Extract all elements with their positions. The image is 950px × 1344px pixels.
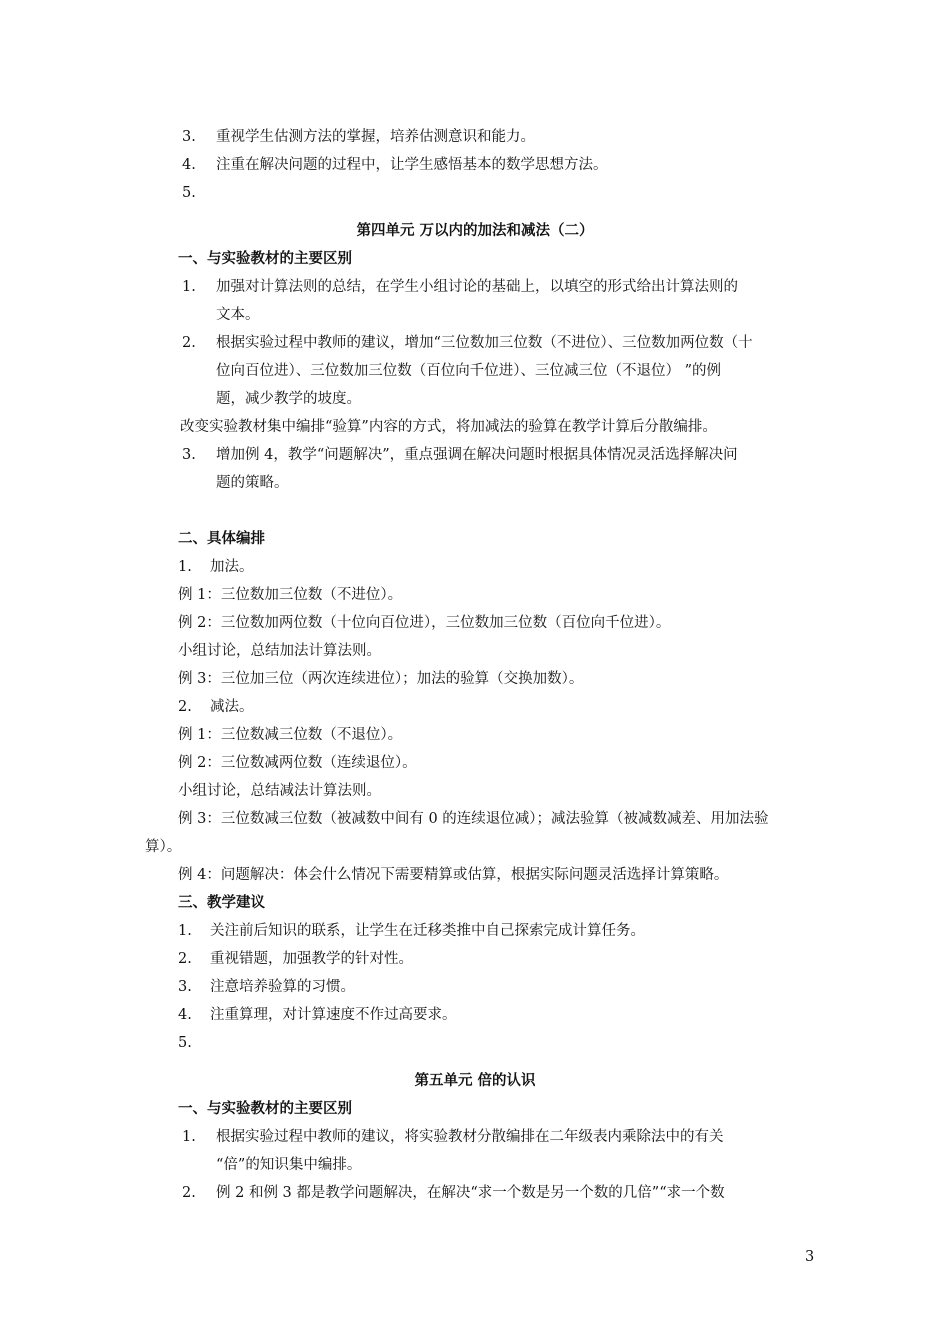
paragraph-line: 例 2：三位数减两位数（连续退位）。 [178,755,417,771]
unit5-title: 第五单元 倍的认识 [414,1073,536,1089]
list-number: 2. [178,699,192,715]
paragraph-line: 例 2：三位数加两位数（十位向百位进），三位数加三位数（百位向千位进）。 [178,615,671,631]
list-number: 3. [178,979,192,995]
paragraph-line: 位向百位进）、三位数加三位数（百位向千位进）、三位减三位（不退位） ”的例 [216,363,722,379]
paragraph-line: 例 3：三位加三位（两次连续进位）；加法的验算（交换加数）。 [178,671,584,687]
list-number: 5. [178,1035,192,1051]
section-heading: 一、与实验教材的主要区别 [178,1101,352,1117]
paragraph-line: 根据实验过程中教师的建议，增加“三位数加三位数（不进位）、三位数加两位数（十 [216,335,753,351]
list-item-text: 重视错题，加强教学的针对性。 [210,951,413,967]
paragraph-line: 题，减少教学的坡度。 [216,391,361,407]
paragraph-line: “倍”的知识集中编排。 [216,1157,362,1173]
paragraph-line: 例 4：问题解决：体会什么情况下需要精算或估算，根据实际问题灵活选择计算策略。 [178,867,729,883]
list-number: 1. [178,559,192,575]
list-item-text: 注重在解决问题的过程中，让学生感悟基本的数学思想方法。 [216,157,608,173]
list-number: 4. [182,157,196,173]
list-number: 2. [182,335,196,351]
list-number: 1. [182,1129,196,1145]
paragraph-line: 增加例 4，教学“问题解决”，重点强调在解决问题时根据具体情况灵活选择解决问 [216,447,738,463]
paragraph-line: 小组讨论，总结加法计算法则。 [178,643,381,659]
unit4-title: 第四单元 万以内的加法和减法（二） [356,223,594,239]
paragraph-line: 加法。 [210,559,254,575]
paragraph-line: 减法。 [210,699,254,715]
paragraph-line: 例 3：三位数减三位数（被减数中间有 0 的连续退位减）；减法验算（被减数减差、用加法验 [178,811,769,827]
list-number: 4. [178,1007,192,1023]
list-number: 2. [178,951,192,967]
list-number: 3. [182,447,196,463]
list-item-text: 重视学生估测方法的掌握，培养估测意识和能力。 [216,129,535,145]
paragraph-line: 文本。 [216,307,260,323]
paragraph-line: 例 2 和例 3 都是教学问题解决，在解决“求一个数是另一个数的几倍”“求一个数 [216,1185,725,1201]
paragraph-line: 算）。 [145,839,182,855]
paragraph-line: 题的策略。 [216,475,289,491]
paragraph-line: 小组讨论，总结减法计算法则。 [178,783,381,799]
list-number: 5. [182,185,196,201]
list-item-text: 注重算理，对计算速度不作过高要求。 [210,1007,457,1023]
list-number: 3. [182,129,196,145]
section-heading: 一、与实验教材的主要区别 [178,251,352,267]
list-number: 1. [178,923,192,939]
list-number: 2. [182,1185,196,1201]
paragraph-line: 根据实验过程中教师的建议，将实验教材分散编排在二年级表内乘除法中的有关 [216,1129,724,1145]
page-number: 3 [805,1249,815,1265]
paragraph-line: 改变实验教材集中编排“验算”内容的方式，将加减法的验算在教学计算后分散编排。 [180,419,717,435]
paragraph-line: 加强对计算法则的总结，在学生小组讨论的基础上，以填空的形式给出计算法则的 [216,279,738,295]
paragraph-line: 例 1：三位数减三位数（不退位）。 [178,727,403,743]
list-item-text: 注意培养验算的习惯。 [210,979,355,995]
section-heading: 二、具体编排 [178,531,265,547]
paragraph-line: 例 1：三位数加三位数（不进位）。 [178,587,403,603]
section-heading: 三、教学建议 [178,895,265,911]
list-item-text: 关注前后知识的联系，让学生在迁移类推中自己探索完成计算任务。 [210,923,645,939]
list-number: 1. [182,279,196,295]
